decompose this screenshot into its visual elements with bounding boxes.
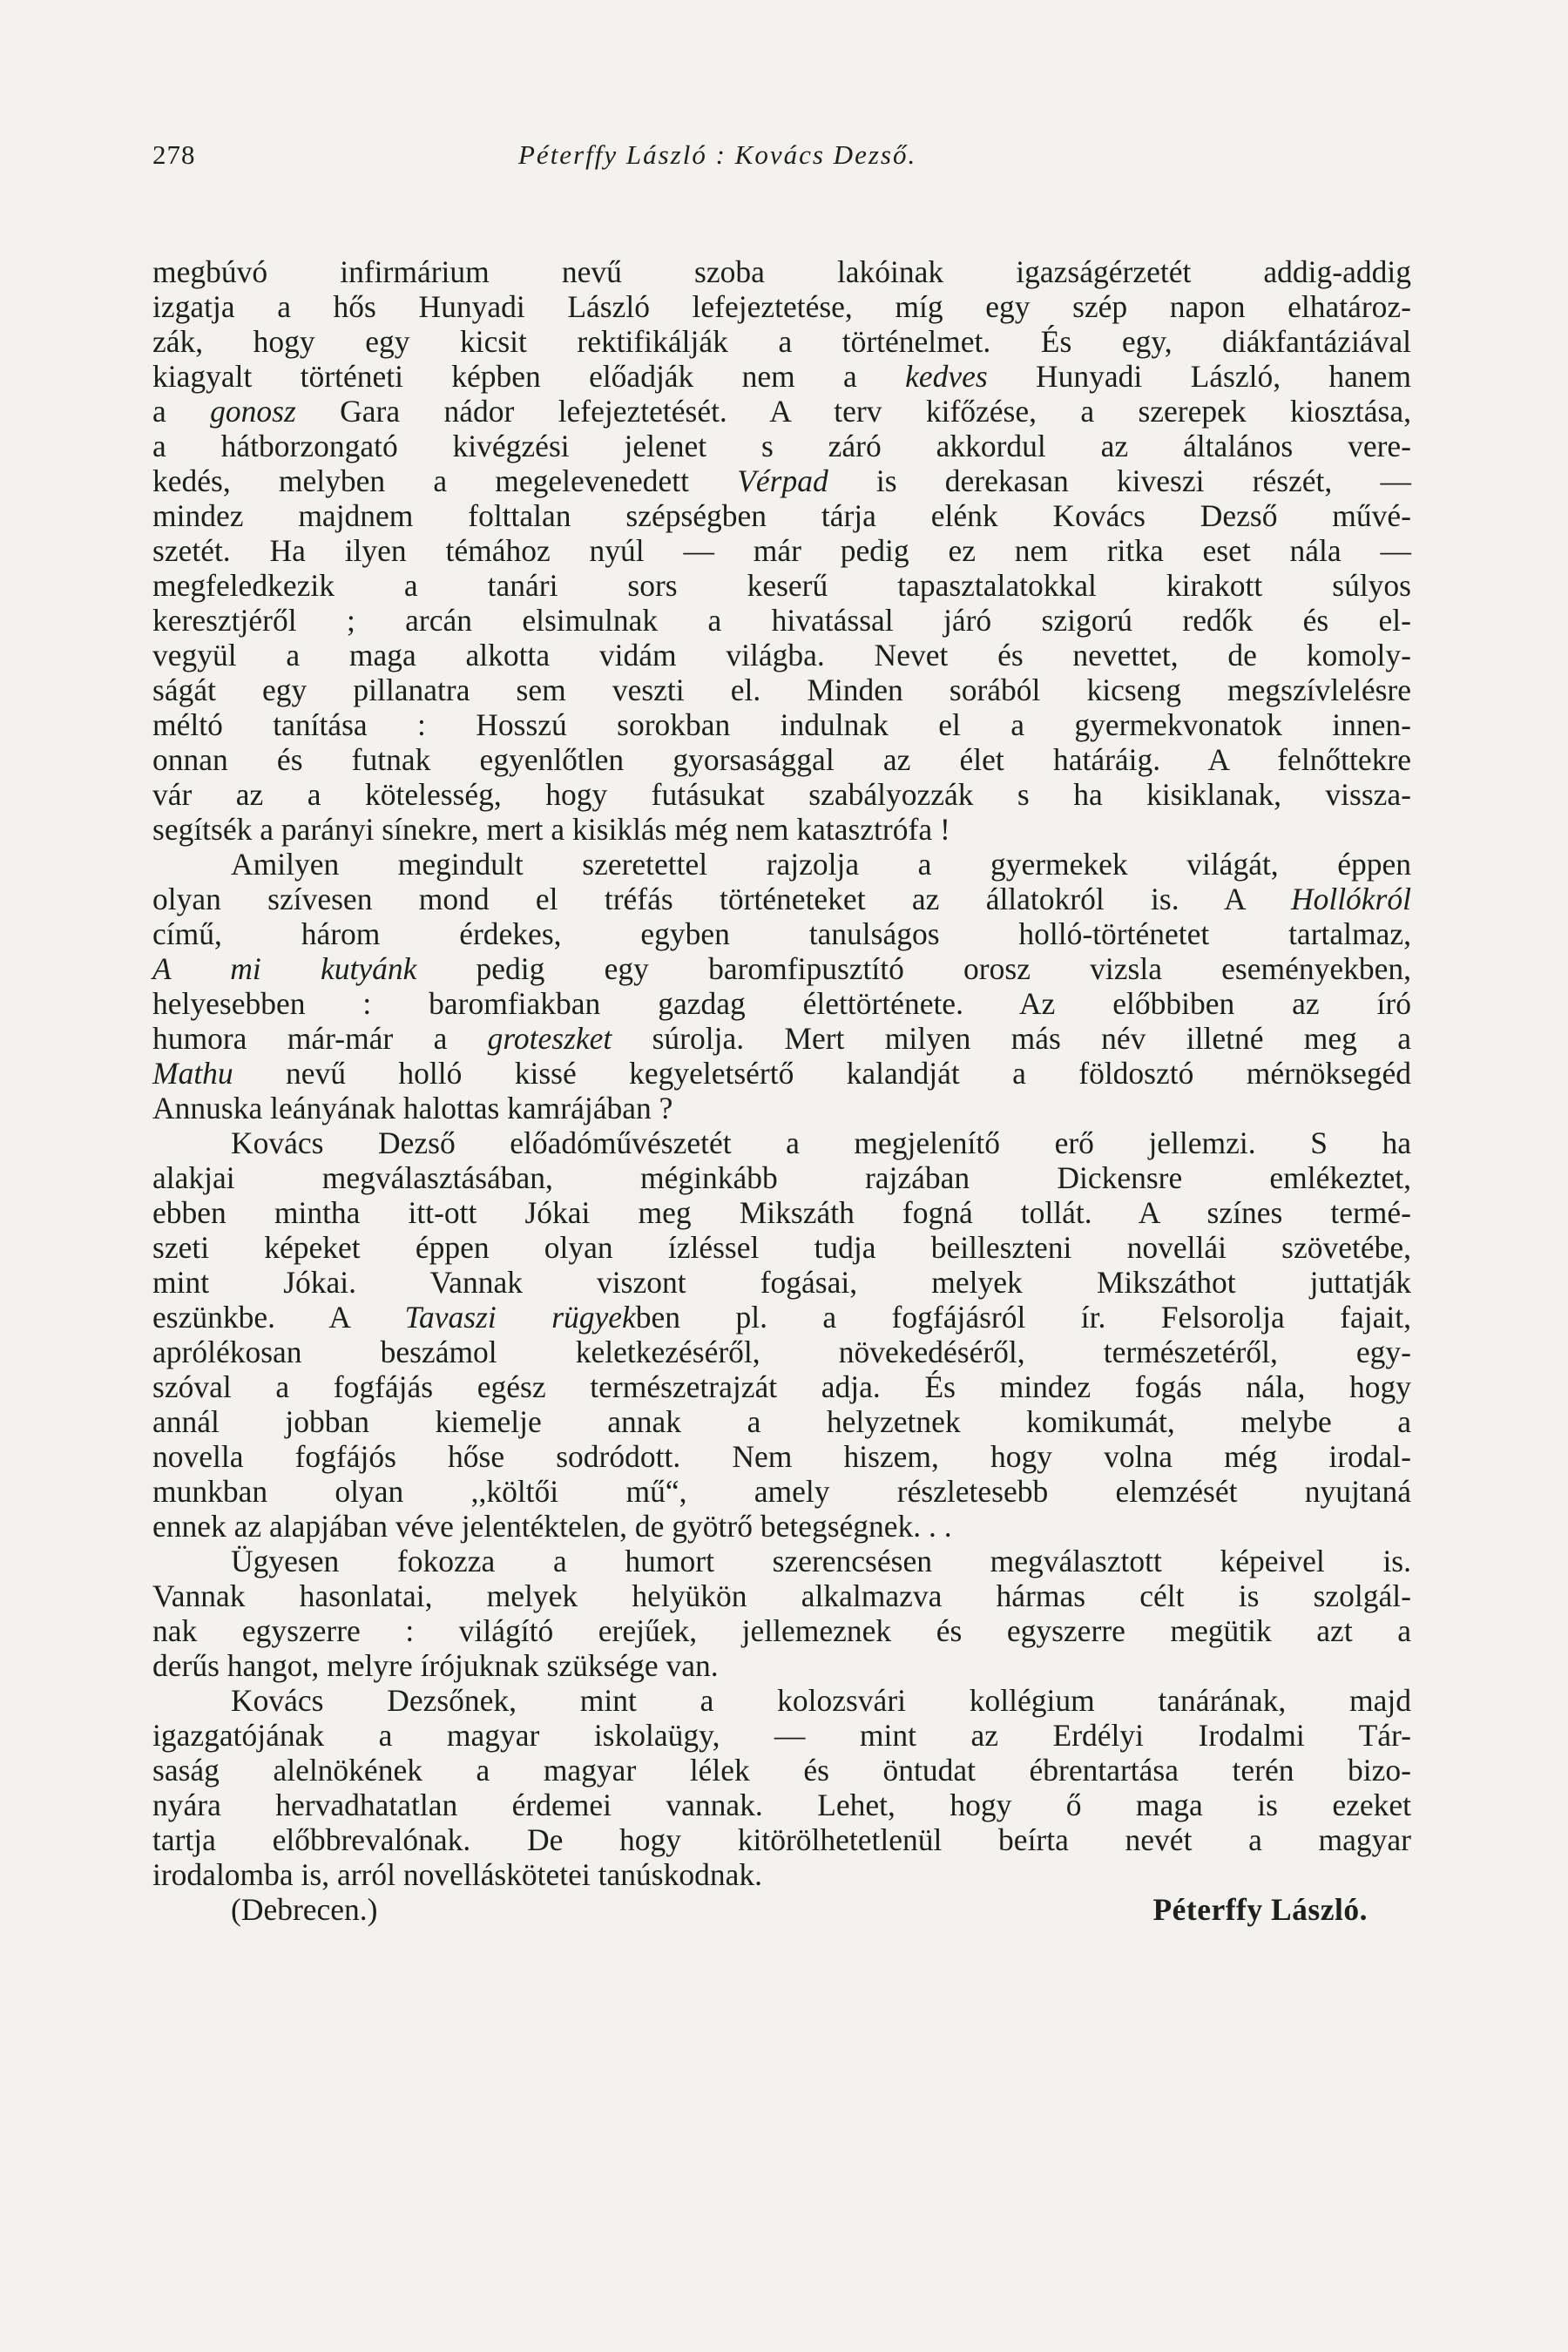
text-segment: kedés, melyben a megelevenedett <box>152 463 738 498</box>
text-line <box>152 498 1411 533</box>
text-line <box>152 533 1411 568</box>
signature-row <box>152 1892 1411 1927</box>
text-segment: mindez majdnem folttalan szépségben tárja elénk Kovács Dezső művé- <box>152 498 1411 533</box>
text-line <box>152 1509 1411 1544</box>
text-line <box>152 777 1411 812</box>
text-line <box>152 812 1411 847</box>
text-segment: szóval a fogfájás egész természetrajzát adja. És mindez fogás nála, hogy <box>152 1369 1411 1404</box>
text-line <box>152 1613 1411 1648</box>
text-line <box>152 359 1411 394</box>
italic-title: gonosz <box>210 394 296 429</box>
text-line <box>152 1439 1411 1474</box>
text-segment: nyára hervadhatatlan érdemei vannak. Lehet, hogy ő maga is ezeket <box>152 1788 1411 1822</box>
article-body <box>152 254 1411 1927</box>
text-line <box>152 1056 1411 1091</box>
text-segment: vár az a kötelesség, hogy futásukat szabályozzák s ha kisiklanak, vissza- <box>152 777 1411 812</box>
text-line <box>152 1648 1411 1683</box>
text-segment: Vannak hasonlatai, melyek helyükön alkalmazva hármas célt is szolgál- <box>152 1578 1411 1613</box>
text-segment: novella fogfájós hőse sodródott. Nem hiszem, hogy volna még irodal- <box>152 1439 1411 1474</box>
text-line <box>152 324 1411 359</box>
text-segment: ságát egy pillanatra sem veszti el. Minden sorából kicseng megszívlelésre <box>152 672 1411 707</box>
text-segment: című, három érdekes, egyben tanulságos holló-történetet tartalmaz, <box>152 916 1411 951</box>
dateline: (Debrecen.) <box>231 1892 378 1927</box>
italic-title: Tavaszi rügyek <box>404 1300 636 1335</box>
text-line <box>152 429 1411 463</box>
author-signature: Péterffy László. <box>1152 1892 1368 1927</box>
text-segment: nevű holló kissé kegyeletsértő kalandját a földosztó mérnöksegéd <box>233 1056 1411 1091</box>
text-segment: méltó tanítása : Hosszú sorokban indulnak el a gyermekvonatok innen- <box>152 707 1411 742</box>
text-segment: helyesebben : baromfiakban gazdag élettörténete. Az előbbiben az író <box>152 986 1411 1021</box>
text-line <box>152 1788 1411 1822</box>
text-line <box>152 1683 1411 1718</box>
text-segment: Ügyesen fokozza a humort szerencsésen megválasztott képeivel is. <box>231 1544 1411 1578</box>
text-segment: derűs hangot, melyre írójuknak szüksége van. <box>152 1648 719 1683</box>
running-head <box>152 139 1372 183</box>
text-line <box>152 1091 1411 1125</box>
text-line <box>152 1474 1411 1509</box>
text-segment: vegyül a maga alkotta vidám világba. Nevet és nevettet, de komoly- <box>152 638 1411 672</box>
text-segment: segítsék a parányi sínekre, mert a kisiklás még nem katasztrófa ! <box>152 812 950 847</box>
text-line <box>152 882 1411 916</box>
text-segment: mint Jókai. Vannak viszont fogásai, melyek Mikszáthot juttatják <box>152 1265 1411 1300</box>
text-segment: szeti képeket éppen olyan ízléssel tudja beilleszteni novellái szövetébe, <box>152 1230 1411 1265</box>
text-line <box>152 951 1411 986</box>
text-segment: megfeledkezik a tanári sors keserű tapasztalatokkal kirakott súlyos <box>152 568 1411 603</box>
text-segment: kiagyalt történeti képben előadják nem a <box>152 359 906 394</box>
text-segment: igazgatójának a magyar iskolaügy, — mint az Erdélyi Irodalmi Tár- <box>152 1718 1411 1753</box>
text-line <box>152 1404 1411 1439</box>
text-segment: zák, hogy egy kicsit rektifikálják a történelmet. És egy, diákfantáziával <box>152 324 1411 359</box>
text-line <box>152 1578 1411 1613</box>
text-segment: ennek az alapjában véve jelentéktelen, de gyötrő betegségnek. . . <box>152 1509 952 1544</box>
text-segment: ebben mintha itt-ott Jókai meg Mikszáth fogná tollát. A színes termé- <box>152 1195 1411 1230</box>
text-segment: annál jobban kiemelje annak a helyzetnek komikumát, melybe a <box>152 1404 1411 1439</box>
text-line <box>152 394 1411 429</box>
text-segment: Hunyadi László, hanem <box>987 359 1411 394</box>
text-segment: is derekasan kiveszi részét, — <box>828 463 1411 498</box>
text-line <box>152 847 1411 882</box>
text-segment: alakjai megválasztásában, méginkább rajzában Dickensre emlékeztet, <box>152 1160 1411 1195</box>
text-line <box>152 603 1411 638</box>
text-line <box>152 1857 1411 1892</box>
text-line <box>152 1265 1411 1300</box>
page-number: 278 <box>152 139 196 170</box>
text-line <box>152 1544 1411 1578</box>
text-line <box>152 1021 1411 1056</box>
text-segment: aprólékosan beszámol keletkezéséről, növekedéséről, természetéről, egy- <box>152 1335 1411 1369</box>
text-line <box>152 986 1411 1021</box>
text-segment: olyan szívesen mond el tréfás történeteket az állatokról is. A <box>152 882 1291 916</box>
text-segment: megbúvó infirmárium nevű szoba lakóinak igazságérzetét addig-addig <box>152 254 1411 289</box>
text-line <box>152 672 1411 707</box>
text-segment: izgatja a hős Hunyadi László lefejeztetése, míg egy szép napon elhatároz- <box>152 289 1411 324</box>
text-segment: a hátborzongató kivégzési jelenet s záró akkordul az általános vere- <box>152 429 1411 463</box>
text-line <box>152 1822 1411 1857</box>
italic-title: Hollókról <box>1290 882 1411 916</box>
text-line <box>152 1195 1411 1230</box>
text-line <box>152 742 1411 777</box>
text-line <box>152 1718 1411 1753</box>
text-segment: súrolja. Mert milyen más név illetné meg a <box>612 1021 1411 1056</box>
text-segment: Amilyen megindult szeretettel rajzolja a gyermekek világát, éppen <box>231 847 1411 882</box>
text-segment: Kovács Dezsőnek, mint a kolozsvári kollégium tanárának, majd <box>231 1683 1411 1718</box>
text-segment: nak egyszerre : világító erejűek, jellemeznek és egyszerre megütik azt a <box>152 1613 1411 1648</box>
text-line <box>152 707 1411 742</box>
running-title: Péterffy László : Kovács Dezső. <box>518 139 917 170</box>
text-segment: onnan és futnak egyenlőtlen gyorsasággal az élet határáig. A felnőttekre <box>152 742 1411 777</box>
text-segment: Kovács Dezső előadóművészetét a megjelenítő erő jellemzi. S ha <box>231 1125 1411 1160</box>
text-segment: pedig egy baromfipusztító orosz vizsla eseményekben, <box>416 951 1411 986</box>
text-line <box>152 289 1411 324</box>
text-segment: irodalomba is, arról novelláskötetei tanúskodnak. <box>152 1857 762 1892</box>
text-line <box>152 1300 1411 1335</box>
text-segment: ben pl. a fogfájásról ír. Felsorolja fajait, <box>635 1300 1411 1335</box>
text-line <box>152 1335 1411 1369</box>
text-segment: Gara nádor lefejeztetését. A terv kifőzése, a szerepek kiosztása, <box>295 394 1412 429</box>
text-segment: munkban olyan ,,költői mű“, amely részletesebb elemzését nyujtaná <box>152 1474 1411 1509</box>
paragraph <box>152 1125 1411 1544</box>
text-segment: a <box>152 394 211 429</box>
paragraph <box>152 1544 1411 1683</box>
paragraph <box>152 254 1411 847</box>
italic-title: kedves <box>905 359 988 394</box>
text-line <box>152 1160 1411 1195</box>
italic-title: Mathu <box>152 1056 233 1091</box>
paragraph <box>152 847 1411 1125</box>
text-line <box>152 916 1411 951</box>
text-segment: tartja előbbrevalónak. De hogy kitörölhetetlenül beírta nevét a magyar <box>152 1822 1411 1857</box>
text-segment: Annuska leányának halottas kamrájában ? <box>152 1091 673 1125</box>
text-line <box>152 1753 1411 1788</box>
paragraph <box>152 1683 1411 1892</box>
text-line <box>152 463 1411 498</box>
italic-title: Vérpad <box>737 463 828 498</box>
text-segment: humora már-már a <box>152 1021 488 1056</box>
italic-title: groteszket <box>487 1021 612 1056</box>
text-line <box>152 254 1411 289</box>
italic-title: A mi kutyánk <box>152 951 417 986</box>
text-line <box>152 568 1411 603</box>
text-line <box>152 1125 1411 1160</box>
text-segment: szetét. Ha ilyen témához nyúl — már pedig ez nem ritka eset nála — <box>152 533 1411 568</box>
text-segment: saság alelnökének a magyar lélek és öntudat ébrentartása terén bizo- <box>152 1753 1411 1788</box>
text-line <box>152 1230 1411 1265</box>
text-line <box>152 1369 1411 1404</box>
text-segment: eszünkbe. A <box>152 1300 405 1335</box>
text-segment: keresztjéről ; arcán elsimulnak a hivatással járó szigorú redők és el- <box>152 603 1411 638</box>
text-line <box>152 638 1411 672</box>
